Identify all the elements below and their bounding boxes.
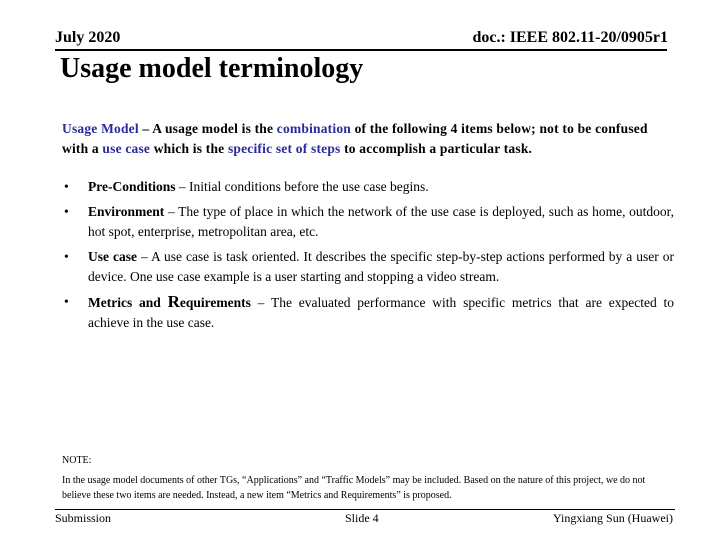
footer-slide-number: Slide 4 <box>345 511 379 525</box>
intro-dash: – <box>138 121 153 136</box>
bullet-use-case <box>62 247 674 287</box>
bullet-text: – The evaluated performance with specific metrics that are expected to achieve in the use case. <box>88 295 675 330</box>
footer-submission: Submission <box>55 511 112 525</box>
bullet-text: – The type of place in which the network of the use case is deployed, such as home, outdoor, hot spot, enterprise, metropolitan area, etc. <box>88 204 674 239</box>
bullet-term-part-r: R <box>167 292 180 311</box>
note-label: NOTE: <box>62 455 92 466</box>
intro-term: Usage Model <box>62 121 139 136</box>
footer-divider <box>55 509 675 510</box>
header-divider <box>55 49 667 51</box>
bullet-term: Use case <box>88 249 137 264</box>
bullet-text: – A use case is task oriented. It describes the specific step-by-step actions performed by a user or device. One use case example is a user starting and stopping a video stream. <box>88 249 675 284</box>
intro-highlight-combination: combination <box>276 121 351 136</box>
bullet-marker: • <box>64 179 69 194</box>
bullet-text: – Initial conditions before the use case begins. <box>175 179 429 194</box>
bullet-environment <box>62 202 674 242</box>
bullet-term-part-a: Metrics and <box>88 295 168 310</box>
bullet-metrics-requirements <box>62 292 674 333</box>
footer-author: Yingxiang Sun (Huawei) <box>553 511 673 525</box>
note-text: In the usage model documents of other TGs, “Applications” and “Traffic Models” may be included. Based on the nature of this project, we do not believe these two items are needed. Instead, a new item “Metrics and Requirements” is proposed. <box>62 475 646 501</box>
intro-part3: which is the <box>150 141 228 156</box>
bullet-pre-conditions <box>62 177 674 197</box>
bullet-term <box>88 292 251 311</box>
intro-part2: of the following 4 items below; not to be confused with a <box>62 121 648 156</box>
bullet-term: Environment <box>88 204 165 219</box>
intro-part1: A usage model is the <box>152 121 277 136</box>
bullet-marker: • <box>64 294 69 309</box>
bullet-term-part-b: equirements <box>179 295 251 310</box>
bullet-list <box>62 177 674 338</box>
intro-paragraph <box>62 119 674 159</box>
intro-part4: to accomplish a particular task. <box>340 141 533 156</box>
intro-highlight-steps: specific set of steps <box>227 141 341 156</box>
header-doc-id: doc.: IEEE 802.11-20/0905r1 <box>472 29 668 46</box>
header-date: July 2020 <box>55 29 121 46</box>
bullet-term: Pre-Conditions <box>88 179 176 194</box>
intro-highlight-use-case: use case <box>102 141 151 156</box>
slide-title: Usage model terminology <box>60 53 364 84</box>
bullet-marker: • <box>64 204 69 219</box>
bullet-marker: • <box>64 249 69 264</box>
